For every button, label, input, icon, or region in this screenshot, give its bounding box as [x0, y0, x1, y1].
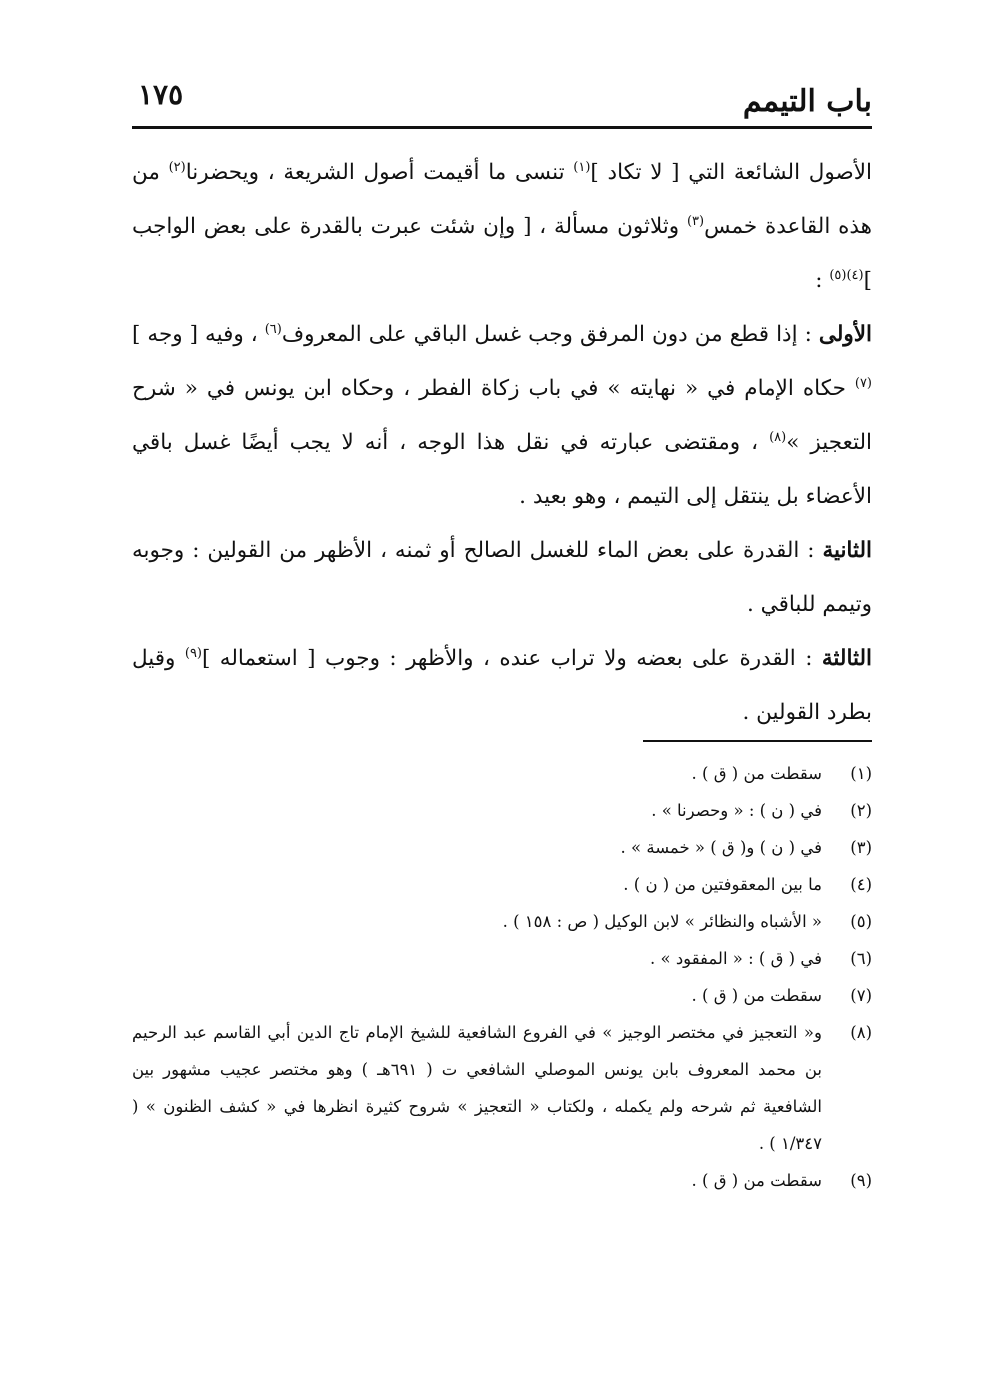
- footnote: [132, 977, 872, 1014]
- footnote-ref: (٣): [686, 213, 705, 229]
- footnote: [132, 1162, 872, 1199]
- issue-heading: الثالثة: [821, 646, 873, 671]
- text-run: : القدرة على بعض الماء للغسل الصالح أو ثمنه ، الأظهر من القولين : وجوبه وتيمم للباقي .: [132, 538, 872, 617]
- text-run: ، ومقتضى عبارته في نقل هذا الوجه ، أنه لا يجب أيضًا غسل باقي الأعضاء بل ينتقل إلى التيمم ، وهو بعيد .: [132, 430, 872, 509]
- text-run: :: [815, 268, 830, 293]
- footnote-text: سقطت من ( ق ) .: [691, 764, 822, 783]
- footnote-number: (٩): [850, 1171, 872, 1190]
- footnote-number: (٧): [850, 986, 872, 1005]
- footnote-number: (١): [850, 764, 872, 783]
- footnote-text: في ( ق ) : « المفقود » .: [650, 949, 822, 968]
- intro-paragraph: [132, 146, 872, 308]
- footnote-text: في ( ن ) و( ق ) « خمسة » .: [620, 838, 822, 857]
- header-rule: [132, 126, 872, 129]
- footnote-ref: (٦): [264, 321, 282, 337]
- footnote-text: « الأشباه والنظائر » لابن الوكيل ( ص : ١٥٨ ) .: [502, 912, 822, 931]
- footnote-text: و« التعجيز في مختصر الوجيز » في الفروع الشافعية للشيخ الإمام تاج الدين أبي القاسم عبد الرحيم بن محمد المعروف بابن يونس الموصلي الشافعي ت ( ٦٩١هـ ) وهو مختصر عجيب مشهور بين الشافعية ثم شرحه ولم يكمله ، ولكتاب « التعجيز » شروح كثيرة انظرها في « كشف الظنون » ( ١/٣٤٧ ) .: [132, 1023, 822, 1153]
- issue-first-paragraph: [132, 308, 872, 524]
- footnote: [132, 792, 872, 829]
- footnote-ref: (٤)(٥): [829, 267, 864, 283]
- footnote: [132, 866, 872, 903]
- footnote: [132, 829, 872, 866]
- page-number: ١٧٥: [138, 78, 184, 111]
- footnote-number: (٤): [850, 875, 872, 894]
- text-run: من هذه القاعدة خمس: [132, 160, 872, 239]
- text-run: ، وفيه [ وجه ]: [132, 322, 265, 347]
- text-run: حكاه الإمام في « نهايته » في باب زكاة الفطر ، وحكاه ابن يونس في « شرح التعجيز »: [132, 376, 872, 455]
- issue-second-paragraph: [132, 524, 872, 632]
- text-run: تنسى ما أقيمت أصول الشريعة ، ويحضرنا: [185, 160, 574, 185]
- footnote-number: (٢): [850, 801, 872, 820]
- footnote-ref: (٩): [184, 645, 202, 661]
- footnote: [132, 903, 872, 940]
- footnote-number: (٦): [850, 949, 872, 968]
- footnote-separator: [643, 740, 872, 742]
- footnote-ref: (١): [573, 159, 591, 175]
- text-run: الأصول الشائعة التي [ لا تكاد ]: [590, 160, 872, 185]
- text-run: : إذا قطع من دون المرفق وجب غسل الباقي على المعروف: [281, 322, 819, 347]
- footnote-text: سقطت من ( ق ) .: [691, 1171, 822, 1190]
- footnote-ref: (٨): [769, 429, 787, 445]
- footnote-text: ما بين المعقوفتين من ( ن ) .: [623, 875, 822, 894]
- footnote-ref: (٢): [168, 159, 186, 175]
- footnote-ref: (٧): [854, 375, 872, 391]
- footnotes: [132, 755, 872, 1199]
- issue-heading: الثانية: [822, 538, 872, 563]
- footnote-number: (٨): [850, 1023, 872, 1042]
- text-run: : القدرة على بعضه ولا تراب عنده ، والأظهر : وجوب [ استعماله ]: [202, 646, 822, 671]
- main-text: [132, 146, 872, 740]
- issue-heading: الأولى: [818, 322, 872, 347]
- footnote: [132, 1014, 872, 1162]
- footnote-text: في ( ن ) : « وحصرنا » .: [651, 801, 822, 820]
- chapter-title: باب التيمم: [742, 84, 872, 119]
- running-header: [132, 76, 872, 126]
- text-run: وقيل بطرد القولين .: [132, 646, 872, 725]
- text-run: وثلاثون مسألة ، [ وإن شئت عبرت بالقدرة على بعض الواجب ]: [132, 214, 872, 293]
- footnote: [132, 940, 872, 977]
- issue-third-paragraph: [132, 632, 872, 740]
- footnote: [132, 755, 872, 792]
- footnote-text: سقطت من ( ق ) .: [691, 986, 822, 1005]
- footnote-number: (٥): [850, 912, 872, 931]
- footnote-number: (٣): [850, 838, 872, 857]
